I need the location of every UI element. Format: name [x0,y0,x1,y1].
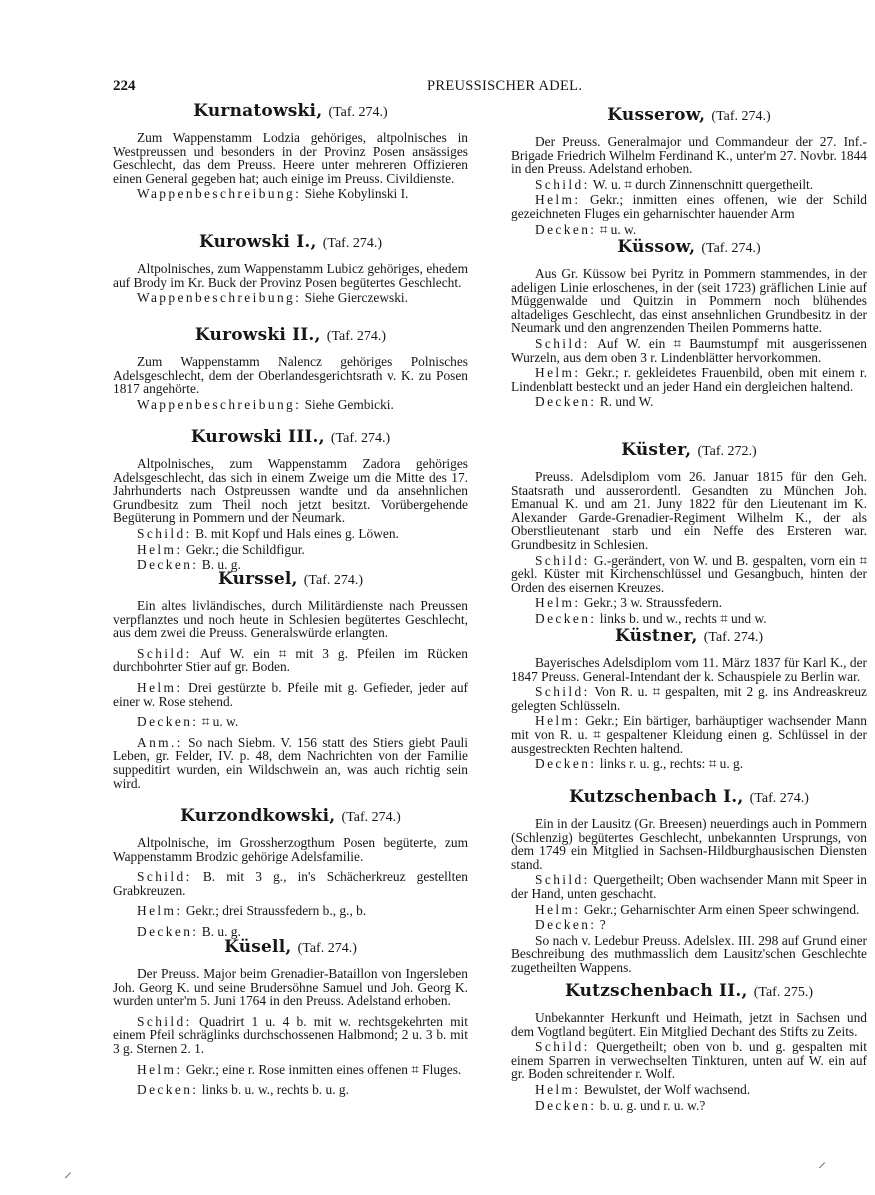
field-text: Gekr.; r. gekleidetes Frauenbild, oben mit einem r. Lindenblatt besteckt und an jeder Hand ein dergleichen haltend. [511,365,867,394]
field-label: Decken: [137,923,199,939]
entry-title: Kurzondkowski, [180,806,336,826]
field-label: Decken: [137,714,199,730]
entry-paragraph [511,817,867,871]
entry-paragraph [511,612,867,626]
field-text: W. u. ⌗ durch Zinnenschnitt quergetheilt. [589,176,814,192]
entry-heading [511,440,867,462]
entry-paragraph [113,1015,468,1056]
plate-reference: (Taf. 274.) [330,431,391,446]
plate-reference: (Taf. 274.) [711,109,771,124]
field-label: Schild: [137,869,192,885]
field-text: Zum Wappenstamm Lodzia gehöriges, altpolnisches in Westpreussen und besonders in der Provinz Posen ansässiges Geschlecht, das dem Preuss. Heere unter mehreren Offizieren einen General gegeben hat; auch einige im Preuss. Civildienste. [113,130,468,186]
field-text: R. und W. [596,394,654,410]
entry-paragraph [113,967,468,1008]
entry-paragraph [511,685,867,712]
field-label: Decken: [535,221,597,237]
field-text: So nach Siebm. V. 156 statt des Stiers giebt Pauli Leben, gr. Felder, IV. p. 48, dem Nachrichten von der Familie suppeditirt wurden, ein Wildschwein an, was auch richtig sein wird. [113,734,468,791]
field-text: Auf W. ein ⌗ mit 3 g. Pfeilen im Rücken durchbohrter Stier auf gr. Boden. [113,645,468,675]
field-text: Quadrirt 1 u. 4 b. mit w. rechtsgekehrten mit einem Pfeil schräglinks durchschossenen Halbmond; 2 u. 3 b. mit 3 g. Sternen 2. 1. [113,1013,468,1056]
field-label: Wappenbeschreibung: [137,396,302,412]
field-label: Decken: [535,917,597,933]
field-text: Gekr.; Ein bärtiger, barhäuptiger wachsender Mann mit von R. u. ⌗ gespaltener Kleidung einen g. Schlüssel in der ausgestreckten Rechten haltend. [511,713,867,756]
entry-paragraph [113,1083,468,1097]
plate-reference: (Taf. 275.) [753,985,813,1000]
entry-paragraph [113,262,468,289]
entry-paragraph [511,903,867,917]
plate-reference: (Taf. 274.) [326,329,387,344]
entry-paragraph [113,681,468,708]
field-label: Helm: [535,1081,581,1097]
entry-paragraph [511,714,867,755]
field-text: Auf W. ein ⌗ Baumstumpf mit ausgerissenen Wurzeln, aus dem oben 3 r. Lindenblätter hervorkommen. [511,335,867,365]
field-text: Gekr.; die Schildfigur. [182,541,305,557]
field-label: Decken: [535,756,597,772]
entry-paragraph [113,131,468,185]
entry-heading [511,105,867,127]
entry [113,806,468,946]
field-label: Helm: [535,365,581,381]
field-text: ⌗ u. w. [198,714,239,730]
field-text: Altpolnisches, zum Wappenstamm Zadora gehöriges Adelsgeschlecht, das sich in einem Zweige um die Mitte des 17. Jahrhunderts nach Ostpreussen wandte und da ansehnlichen Grundbesitz zum Theil noch jetzt besitzt. Vorübergehende Begüterung in Pommern und der Neumark. [113,456,468,526]
field-text: Siehe Gierczewski. [301,290,408,306]
entry-paragraph [511,366,867,393]
entry-paragraph [113,457,468,525]
field-label: Decken: [137,557,199,573]
field-label: Helm: [137,903,183,919]
field-label: Schild: [535,335,590,351]
entry-title: Kusserow, [607,105,706,125]
field-text: B. mit 3 g., in's Schächerkreuz gestellten Grabkreuzen. [113,869,468,898]
field-label: Decken: [535,394,597,410]
entry [113,427,468,574]
entry-heading [113,101,468,123]
entry-paragraph [511,223,867,237]
entry-paragraph [511,267,867,335]
entry-heading [113,937,468,959]
plate-reference: (Taf. 274.) [701,241,761,256]
field-label: Schild: [535,552,590,568]
field-text: Altpolnisches, zum Wappenstamm Lubicz gehöriges, ehedem auf Brody im Kr. Buck der Provinz Posen begütertes Geschlecht. [113,261,468,290]
field-text: B. u. g. [198,557,241,573]
entry-paragraph [113,543,468,557]
entry-paragraph [511,1099,867,1113]
entry-paragraph [113,398,468,412]
field-label: Decken: [535,610,597,626]
entry-paragraph [113,647,468,674]
field-text: Drei gestürzte b. Pfeile mit g. Gefieder, jeder auf einer w. Rose stehend. [113,679,468,709]
entry-paragraph [511,135,867,176]
entry [511,237,867,411]
field-text: links b. u. w., rechts b. u. g. [198,1082,349,1098]
field-text: Siehe Kobylinski I. [301,186,409,202]
entry-title: Küsell, [224,937,292,957]
field-text: Altpolnische, im Grossherzogthum Posen begüterte, zum Wappenstamm Brodzic gehörige Adelsfamilie. [113,835,468,864]
entry [113,569,468,797]
entry-paragraph [511,757,867,771]
entry-paragraph [511,1011,867,1038]
field-text: Quergetheilt; oben von b. und g. gespalten mit einem Sparren in verwechselten Tinkturen, unten auf W. ein auf gr. Boden schreitender r. Wolf. [511,1039,867,1082]
field-text: So nach v. Ledebur Preuss. Adelslex. III. 298 auf Grund einer Beschreibung des muthmasslich dem Lausitz'schen Geschlechte zugetheilten Wappens. [511,932,867,975]
entry-title: Kurssel, [217,569,298,589]
plate-reference: (Taf. 274.) [322,236,382,251]
field-text: Gekr.; drei Straussfedern b., g., b. [182,903,367,919]
plate-reference: (Taf. 274.) [328,105,388,120]
entry-title: Küster, [621,440,692,460]
entry-paragraph [113,355,468,396]
entry-title: Kurowski III., [190,427,325,447]
field-text: Gekr.; inmitten eines offenen, wie der Schild gezeichneten Fluges ein geharnischter hauender Arm [511,192,867,221]
field-text: Preuss. Adelsdiplom vom 26. Januar 1815 für den Geh. Staatsrath und ausserordentl. Gesandten zu München Joh. Emanual K. und am 21. Juny 1822 für den Lieutenant im K. Alexander Garde-Grenadier-Regiment Wilhelm K., der als Oberstlieutenant starb und ein Neffe des Ersteren war. Grundbesitz in Schlesien. [511,469,867,552]
entry-paragraph [113,736,468,790]
entry-paragraph [511,1040,867,1081]
field-label: Wappenbeschreibung: [137,186,302,202]
entry-paragraph [113,904,468,918]
field-text: Der Preuss. Major beim Grenadier-Bataillon von Ingersleben Joh. Georg K. und seine Brudersöhne Samuel und Joh. Georg K. wurden unter'm 5. Juni 1764 in den Preuss. Adelstand erhoben. [113,966,468,1009]
entry [113,232,468,307]
entry-title: Kurowski I., [198,232,317,252]
plate-reference: (Taf. 274.) [341,810,401,825]
entry [113,937,468,1104]
entry-paragraph [511,873,867,900]
entry-title: Küssow, [617,237,696,257]
field-label: Schild: [535,684,590,700]
field-text: Siehe Gembicki. [301,396,394,412]
field-text: links r. u. g., rechts: ⌗ u. g. [596,756,744,772]
field-label: Schild: [535,1039,590,1055]
entry-heading [511,981,867,1003]
running-title: PREUSSISCHER ADEL. [427,78,583,94]
entry-title: Kurnatowski, [193,101,323,121]
entry [511,981,867,1114]
plate-reference: (Taf. 274.) [703,630,763,645]
plate-reference: (Taf. 272.) [697,444,757,459]
entry-heading [113,232,468,254]
field-text: Bewulstet, der Wolf wachsend. [580,1081,751,1097]
field-label: Helm: [137,1061,183,1077]
entry-paragraph [113,870,468,897]
field-text: b. u. g. und r. u. w.? [596,1097,706,1113]
entry-paragraph [511,596,867,610]
entry-title: Kutzschenbach II., [564,981,748,1001]
field-text: Bayerisches Adelsdiplom vom 11. März 1837 für Karl K., der 1847 Preuss. General-Intendant der k. Schauspiele zu Berlin war. [511,655,867,684]
entry-heading [113,427,468,449]
entry-paragraph [511,1083,867,1097]
entry-paragraph [511,178,867,192]
field-text: Unbekannter Herkunft und Heimath, jetzt in Sachsen und dem Vogtland begütert. Ein Mitglied Dechant des Stifts zu Zeits. [511,1010,867,1039]
field-text: G.-gerändert, von W. und B. gespalten, vorn ein ⌗ gekl. Küster mit Kirchenschlüssel und Gesangbuch, hinten der Orden des eisernen Kreuzes. [511,552,867,595]
field-label: Schild: [535,176,590,192]
field-label: Helm: [535,901,581,917]
entry-paragraph [113,527,468,541]
entry-paragraph [113,187,468,201]
entry-heading [113,325,468,347]
scan-mark-left: ⸝ [64,1164,73,1181]
entry-paragraph [113,599,468,640]
field-text: Gekr.; eine r. Rose inmitten eines offenen ⌗ Fluges. [182,1061,462,1077]
field-text: Gekr.; 3 w. Straussfedern. [580,595,723,611]
field-label: Schild: [137,645,192,661]
field-text: Aus Gr. Küssow bei Pyritz in Pommern stammendes, in der adeligen Linie erloschenes, in der (seit 1723) gräflichen Linie auf Müggenwalde und Quitzin in Pommern noch blühendes altadeliges Geschlecht, das einst ansehnlichen Grundbesitz in der Neumark und den angrenzenden Theilen Pommerns hatte. [511,266,867,336]
entry-paragraph [511,918,867,932]
entry-paragraph [113,291,468,305]
field-label: Wappenbeschreibung: [137,290,302,306]
entry-paragraph [511,193,867,220]
entry [511,787,867,977]
entry [511,626,867,773]
field-text: ? [596,917,606,933]
field-label: Helm: [535,192,581,208]
field-label: Decken: [535,1097,597,1113]
field-label: Helm: [137,679,183,695]
field-label: Anm.: [137,734,183,750]
entry-paragraph [113,1063,468,1077]
entry-paragraph [511,395,867,409]
scan-mark-right: ⸝ [818,1154,827,1171]
field-label: Schild: [137,525,192,541]
entry-title: Kurowski II., [194,325,321,345]
entry [113,325,468,413]
field-text: B. u. g. [198,923,241,939]
entry-paragraph [511,934,867,975]
page-number: 224 [113,78,136,94]
field-text: Ein altes livländisches, durch Militärdienste nach Preussen verpflanztes und noch heute in Schlesien begütertes Geschlecht, aus dem zwei die Preuss. Generalswürde erlangten. [113,598,468,641]
entry-paragraph [511,470,867,552]
entry-heading [511,626,867,648]
entry-heading [511,237,867,259]
field-text: B. mit Kopf und Hals eines g. Löwen. [191,525,399,541]
field-text: Von R. u. ⌗ gespalten, mit 2 g. ins Andreaskreuz gelegten Schlüsseln. [511,684,867,713]
field-text: Ein in der Lausitz (Gr. Breesen) neuerdings auch in Pommern (Schlenzig) begütertes Geschlecht, unbekannten Ursprungs, von dem 1749 ein Mitglied in Sachsen-Hildburghausischen Diensten stand. [511,816,867,872]
field-text: Quergetheilt; Oben wachsender Mann mit Speer in der Hand, unten geschacht. [511,872,867,901]
entry-title: Küstner, [614,626,698,646]
field-label: Helm: [535,713,581,729]
field-text: links b. und w., rechts ⌗ und w. [596,610,767,626]
entry-paragraph [511,554,867,595]
field-label: Schild: [535,872,590,888]
plate-reference: (Taf. 274.) [297,941,357,956]
entry-paragraph [113,836,468,863]
entry-heading [511,787,867,809]
entry [511,440,867,628]
field-text: ⌗ u. w. [596,221,637,237]
plate-reference: (Taf. 274.) [749,791,809,806]
entry [113,101,468,203]
field-text: Zum Wappenstamm Nalencz gehöriges Polnisches Adelsgeschlecht, dem der Oberlandesgerichtsrath v. K. zu Posen 1817 angehörte. [113,354,468,397]
field-label: Decken: [137,1082,199,1098]
entry-heading [113,806,468,828]
entry [511,105,867,238]
entry-paragraph [511,656,867,683]
plate-reference: (Taf. 274.) [303,573,364,588]
field-label: Helm: [535,595,581,611]
field-text: Der Preuss. Generalmajor und Commandeur der 27. Inf.-Brigade Friedrich Wilhelm Ferdinand K., unter'm 27. Novbr. 1844 in den Preuss. Adelstand erhoben. [511,134,867,177]
entry-title: Kutzschenbach I., [569,787,744,807]
field-label: Helm: [137,541,183,557]
entry-paragraph [511,337,867,364]
entry-paragraph [113,715,468,729]
field-label: Schild: [137,1013,192,1029]
entry-heading [113,569,468,591]
field-text: Gekr.; Geharnischter Arm einen Speer schwingend. [580,901,860,917]
